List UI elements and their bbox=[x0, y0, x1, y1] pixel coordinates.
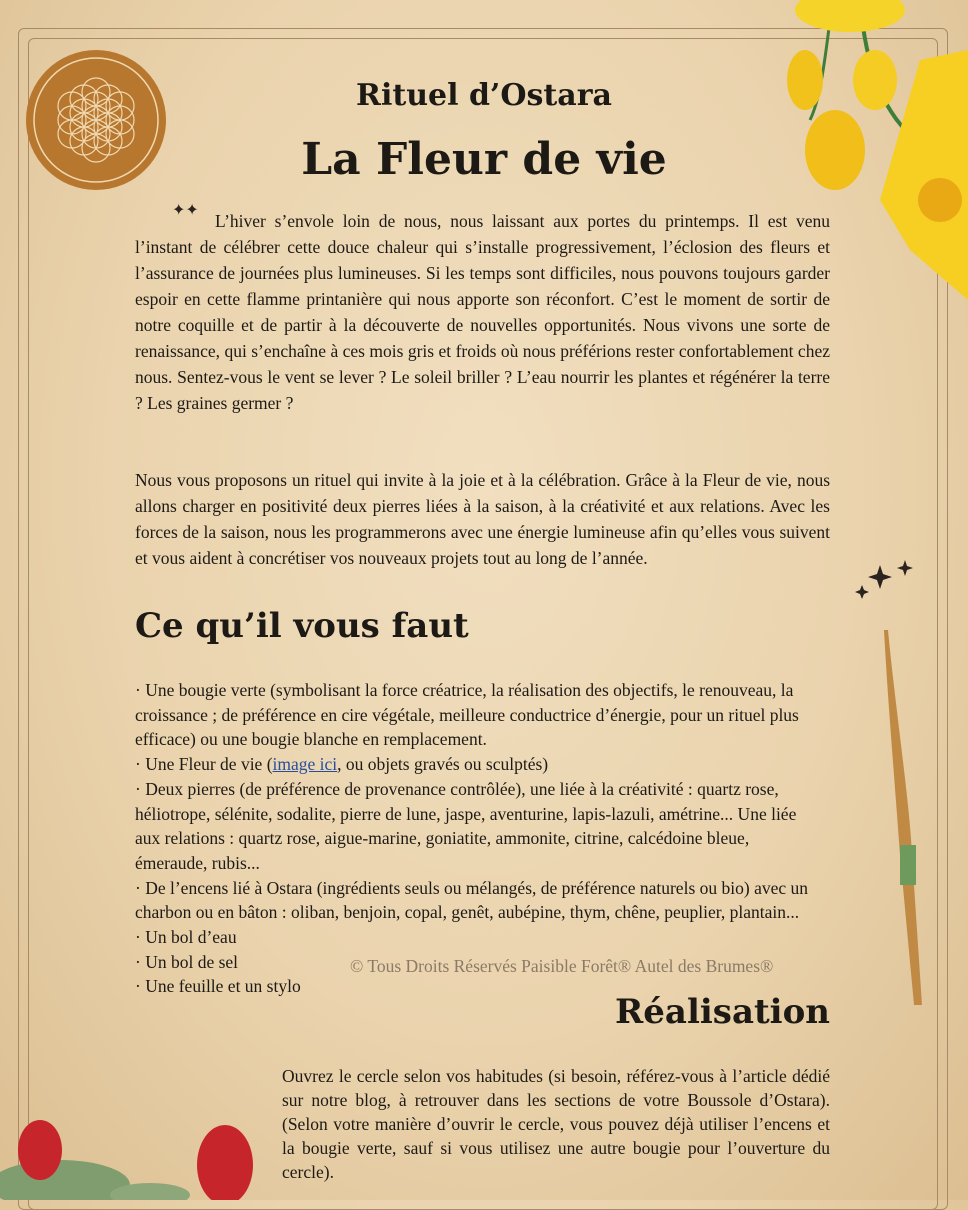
list-item: · Une bougie verte (symbolisant la force créatrice, la réalisation des objectifs, le renouveau, la croissance ; de préférence en cire végétale, meilleure conductrice d’énergie, pour un rituel plus efficace) ou une bougie blanche en remplacement. bbox=[135, 680, 799, 750]
ritual-subtitle: Rituel d’Ostara bbox=[356, 78, 612, 113]
copyright-notice: © Tous Droits Réservés Paisible Forêt® Autel des Brumes® bbox=[350, 956, 774, 976]
list-item: · De l’encens lié à Ostara (ingrédients seuls ou mélangés, de préférence naturels ou bio) avec un charbon ou en bâton : oliban, benjoin, copal, genêt, aubépine, thym, chêne, peuplier, plantain... bbox=[135, 877, 808, 923]
realisation-heading: Réalisation bbox=[615, 992, 830, 1032]
red-flowers-decoration bbox=[0, 1090, 280, 1200]
intro-paragraph-1: L’hiver s’envole loin de nous, nous laissant aux portes du printemps. Il est venu l’instant de célébrer cette douce chaleur qui s’installe progressivement, l’éclosion des fleurs et l’assurance de journées plus lumineuses. Si les temps sont difficiles, nous pouvons toujours garder espoir en cette flamme printanière qui nous apporte son réconfort. C’est le moment de sortir de notre coquille et de partir à la découverte de nouvelles opportunités. Nous vivons une sorte de renaissance, qui s’enchaîne à ces mois gris et froids où nous préférions rester confortablement chez nous. Sentez-vous le vent se lever ? Le soleil briller ? L’eau nourrir les plantes et régénérer la terre ? Les graines germer ? bbox=[135, 211, 830, 413]
page-title: La Fleur de vie bbox=[301, 134, 667, 185]
list-item: · Un bol d’eau bbox=[135, 927, 237, 948]
needs-list bbox=[135, 678, 815, 999]
realisation-paragraph: Ouvrez le cercle selon vos habitudes (si besoin, référez-vous à l’article dédié sur notre blog, à retrouver dans les sections de votre Boussole d’Ostara). (Selon votre manière d’ouvrir le cercle, vous pouvez déjà utiliser l’encens et la bougie verte, sauf si vous utilisez une autre bougie pour l’ouverture du cercle). bbox=[282, 1066, 830, 1182]
list-item-text: · Une Fleur de vie ( bbox=[135, 754, 273, 775]
list-item: · Un bol de sel bbox=[135, 951, 239, 972]
intro-paragraph-2: Nous vous proposons un rituel qui invite à la joie et à la célébration. Grâce à la Fleur de vie, nous allons charger en positivité deux pierres liées à la saison, à la créativité et aux relations. Avec les forces de la saison, nous les programmerons avec une énergie lumineuse afin qu’elles vous suivent et vous aident à concrétiser vos nouveaux projets tout au long de l’année. bbox=[135, 470, 830, 568]
list-item-text: , ou objets gravés ou sculptés) bbox=[337, 754, 549, 775]
sparkle-icon: ✦✦ bbox=[172, 202, 199, 219]
magic-wand-decoration bbox=[850, 555, 940, 1015]
list-item bbox=[135, 752, 815, 777]
image-link[interactable]: image ici bbox=[272, 754, 338, 775]
list-item: · Deux pierres (de préférence de provenance contrôlée), une liée à la créativité : quartz rose, héliotrope, sélénite, sodalite, pierre de lune, jaspe, aventurine, lapis-lazuli, amétrine... Une liée aux relations : quartz rose, aigue-marine, goniatite, ammonite, citrine, calcédoine bleue, émeraude, rubis... bbox=[135, 778, 797, 873]
list-item: · Une feuille et un stylo bbox=[135, 976, 301, 997]
needs-heading: Ce qu’il vous faut bbox=[135, 606, 469, 646]
